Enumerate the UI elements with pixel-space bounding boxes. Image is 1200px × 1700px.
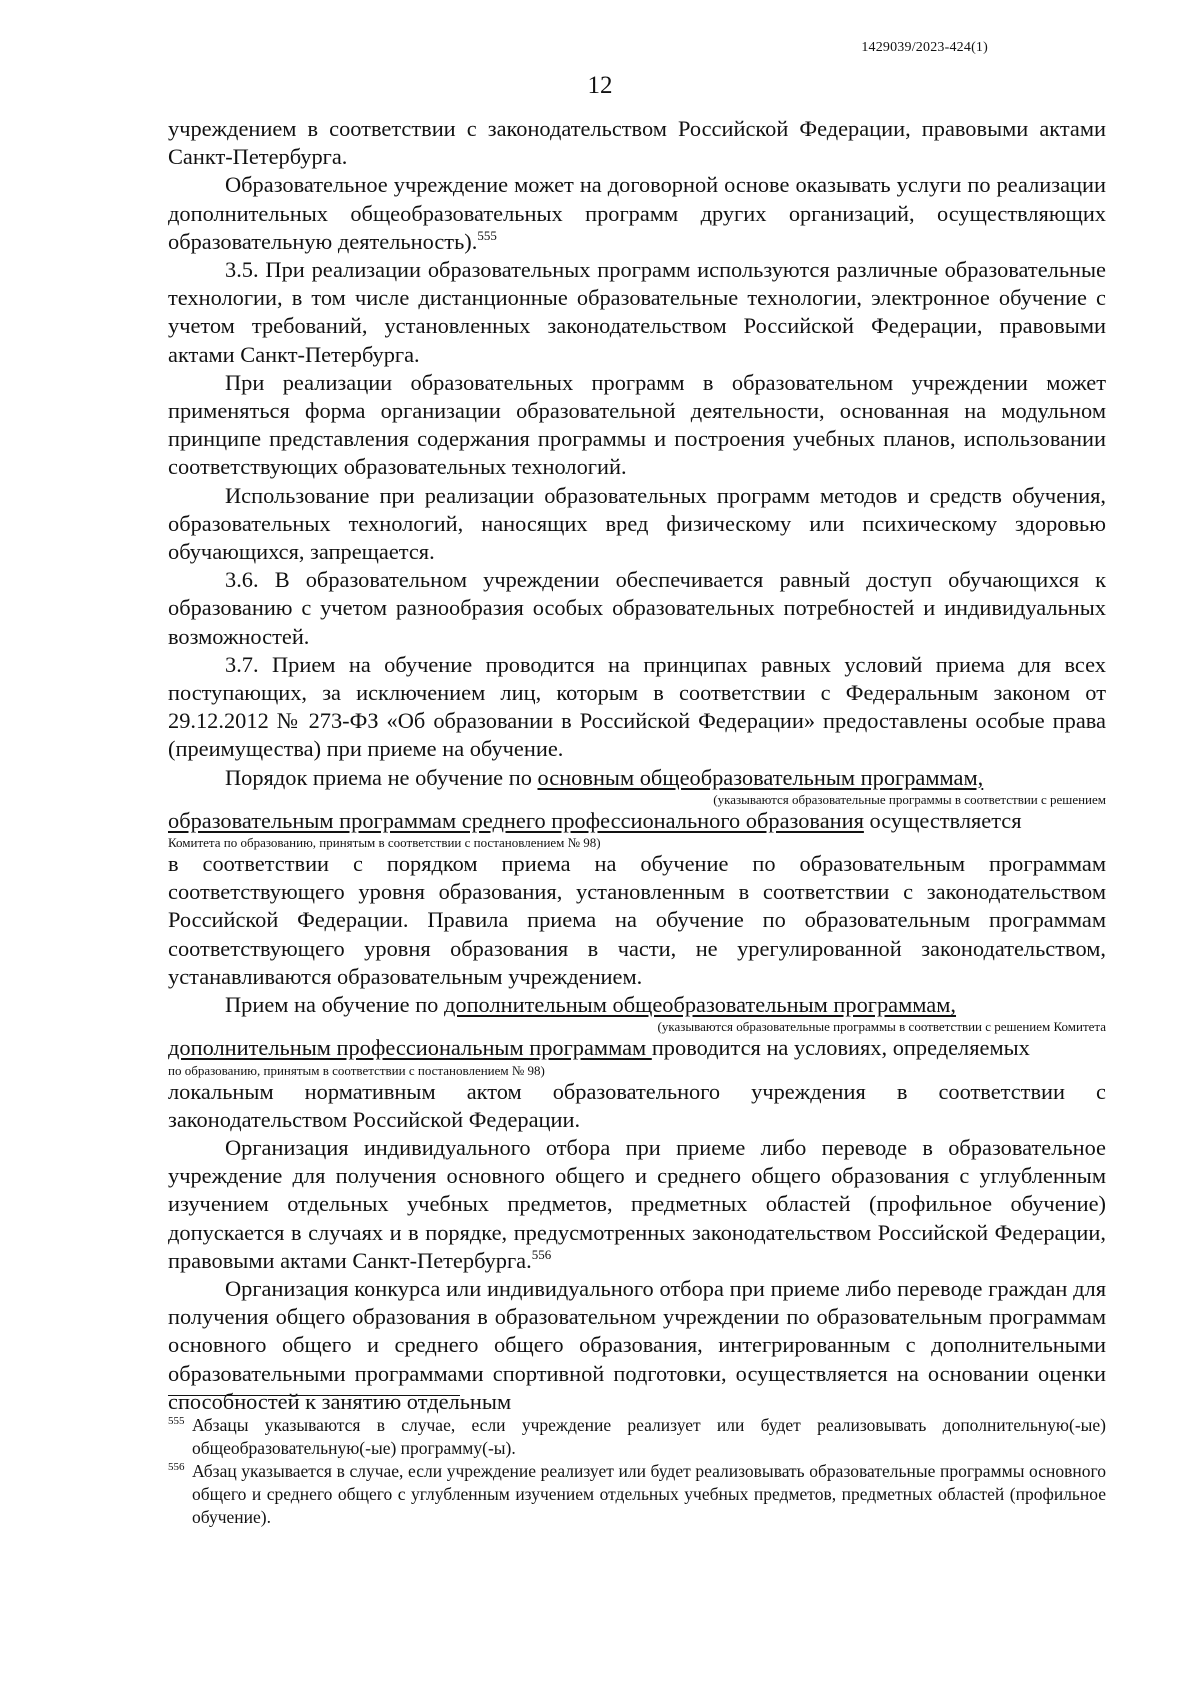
additional-admission-line xyxy=(168,991,1106,1019)
field-hint: (указываются образовательные программы в соответствии с решением xyxy=(713,791,1106,807)
paragraph-text: осуществляется xyxy=(863,807,1022,833)
footnote-text: Абзац указывается в случае, если учреждение реализует или будет реализовывать образовательные программы основного общего и среднего общего с углубленным изучением отдельных учебных предметов, предметных областей (профильное обучение). xyxy=(192,1461,1106,1527)
field-hint: по образованию, принятым в соответствии с постановлением № 98) xyxy=(168,1062,545,1078)
paragraph: учреждением в соответствии с законодательством Российской Федерации, правовыми актами Санкт-Петербурга. xyxy=(168,116,1106,170)
footnotes xyxy=(168,1414,1106,1529)
footnote-ref[interactable]: 555 xyxy=(477,227,497,243)
footnote-ref[interactable]: 556 xyxy=(531,1246,552,1262)
filled-field: образовательным программам среднего профессионального образования xyxy=(168,807,864,833)
document-body xyxy=(168,115,1106,1416)
footnote-mark: 555 xyxy=(168,1415,185,1427)
footnote xyxy=(168,1414,1106,1460)
field-hint: (указываются образовательные программы в соответствии с решением Комитета xyxy=(657,1019,1106,1035)
paragraph-text: Организация индивидуального отбора при приеме либо переводе в образовательное учреждение для получения основного общего и среднего общего образования с углубленным изучением отдельных учебных предметов, предметных областей (профильное обучение) допускается в случаях и в порядке, предусмотренных законодательством Российской Федерации, правовыми актами Санкт-Петербурга. xyxy=(168,1134,1106,1273)
paragraph xyxy=(168,1134,1106,1275)
footnote xyxy=(168,1460,1106,1529)
filled-field: дополнительным профессиональным программам xyxy=(168,1035,652,1061)
paragraph: При реализации образовательных программ в образовательном учреждении может применяться форма организации образовательной деятельности, основанная на модульном принципе представления содержания программы и построения учебных планов, использовании соответствующих образовательных технологий. xyxy=(168,369,1106,480)
footnote-mark: 556 xyxy=(168,1461,185,1473)
paragraph-3-5: 3.5. При реализации образовательных программ используются различные образовательные технологии, в том числе дистанционные образовательные технологии, электронное обучение с учетом требований, установленных законодательством Российской Федерации, правовыми актами Санкт-Петербурга. xyxy=(168,257,1106,367)
paragraph: в соответствии с порядком приема на обучение по образовательным программам соответствующего уровня образования, установленным в соответствии с законодательством Российской Федерации. Правила приема на обучение по образовательным программам соответствующего уровня образования в части, не урегулированной законодательством, устанавливаются образовательным учреждением. xyxy=(168,851,1106,989)
paragraph-text: Образовательное учреждение может на договорной основе оказывать услуги по реализации дополнительных общеобразовательных программ других организаций, осуществляющих образовательную деятельность). xyxy=(168,172,1106,254)
paragraph-3-6: 3.6. В образовательном учреждении обеспечивается равный доступ обучающихся к образованию с учетом разнообразия особых образовательных потребностей и индивидуальных возможностей. xyxy=(168,567,1106,649)
paragraph-text: проводится на условиях, определяемых xyxy=(651,1035,1030,1061)
admission-order-line xyxy=(168,764,1106,792)
footnote-text: Абзацы указываются в случае, если учреждение реализует или будет реализовывать дополнительную(-ые) общеобразовательную(-ые) программу(-ы). xyxy=(192,1415,1106,1458)
field-hint: Комитета по образованию, принятым в соответствии с постановлением № 98) xyxy=(168,835,601,851)
paragraph xyxy=(168,171,1106,256)
paragraph: Организация конкурса или индивидуального отбора при приеме либо переводе граждан для получения общего образования в образовательном учреждении по образовательным программам основного общего и среднего общего образования, интегрированным с дополнительными образовательными программами спортивной подготовки, осуществляется на основании оценки способностей к занятию отдельным xyxy=(168,1275,1106,1414)
filled-field: дополнительным общеобразовательным программам, xyxy=(443,992,957,1018)
document-number: 1429039/2023-424(1) xyxy=(861,40,988,55)
footnote-separator xyxy=(168,1395,460,1396)
filled-field: основным общеобразовательным программам, xyxy=(537,764,984,790)
paragraph-3-7: 3.7. Прием на обучение проводится на принципах равных условий приема для всех поступающих, за исключением лиц, которым в соответствии с Федеральным законом от 29.12.2012 № 273-ФЗ «Об образовании в Российской Федерации» предоставлены особые права (преимущества) при приеме на обучение. xyxy=(168,651,1106,762)
admission-order-line xyxy=(168,807,1106,835)
page-number: 12 xyxy=(587,72,613,99)
additional-admission-line xyxy=(168,1034,1106,1062)
paragraph: локальным нормативным актом образовательного учреждения в соответствии с законодательством Российской Федерации. xyxy=(168,1078,1106,1132)
paragraph: Использование при реализации образовательных программ методов и средств обучения, образовательных технологий, наносящих вред физическому или психическому здоровью обучающихся, запрещается. xyxy=(168,482,1106,565)
paragraph-text: Порядок приема не обучение по xyxy=(225,764,538,790)
paragraph-text: Прием на обучение по xyxy=(225,992,444,1018)
